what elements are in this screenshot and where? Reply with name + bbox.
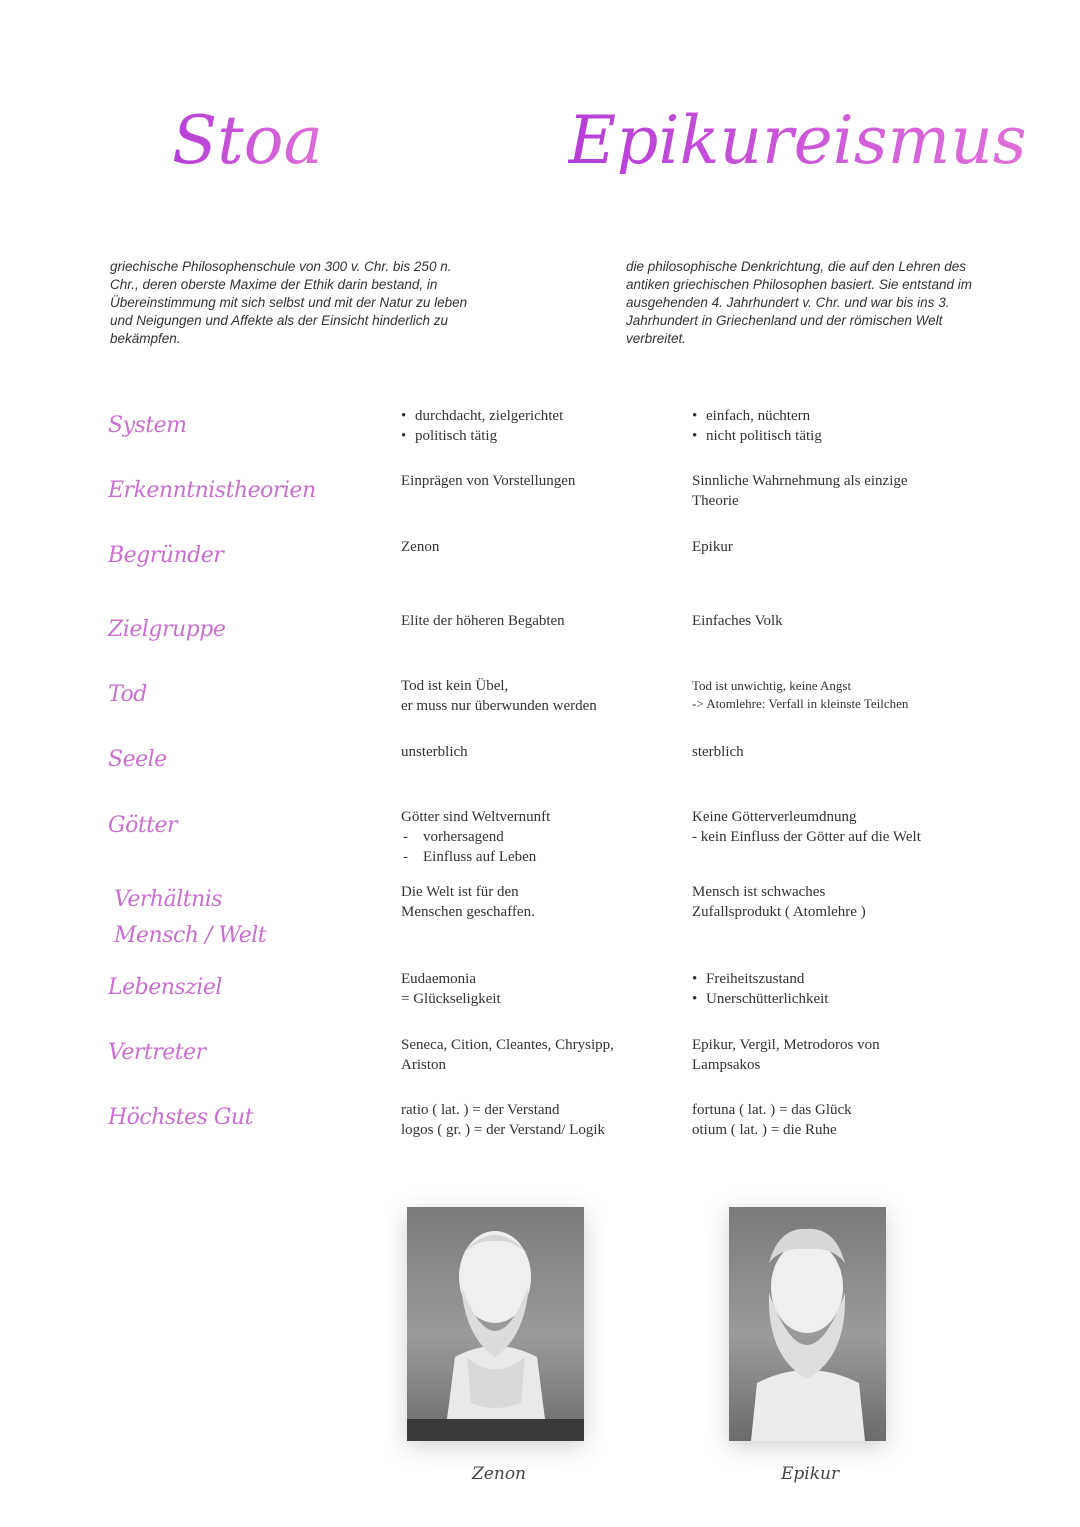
text-line: Ariston [401,1057,446,1073]
text-line: Tod ist unwichtig, keine Angst [692,678,852,693]
cell-seele-stoa: unsterblich [401,744,468,760]
text-line: -> Atomlehre: Verfall in kleinste Teilchen [692,696,909,711]
cell-gut-stoa [401,1100,661,1140]
intro-stoa: griechische Philosophenschule von 300 v. Chr. bis 250 n. Chr., deren oberste Maxime der Ethik darin bestand, in Übereinstimmung mit sich selbst und mit der Natur zu leben und Neigungen und Affekte als der Einsicht hinderlich zu bekämpfen. [110,259,468,346]
text-line: - kein Einfluss der Götter auf die Welt [692,829,921,845]
text-line: Menschen geschaffen. [401,904,535,920]
bust-illustration [729,1207,886,1441]
cell-lebensziel-stoa [401,969,661,1009]
text-line: ratio ( lat. ) = der Verstand [401,1102,560,1118]
list-item: • Freiheitszustand [692,969,972,989]
cell-vertreter-epi [692,1035,972,1075]
text-line: er muss nur überwunden werden [401,698,597,714]
cell-begruender-stoa: Zenon [401,539,440,555]
text-line: otium ( lat. ) = die Ruhe [692,1122,837,1138]
text-line: Epikur, Vergil, Metrodoros von [692,1037,880,1053]
row-label-zielgruppe: Zielgruppe [108,617,226,642]
caption-epikur: Epikur [781,1464,840,1484]
text-line: fortuna ( lat. ) = das Glück [692,1102,852,1118]
list-item: • durchdacht, zielgerichtet [401,406,661,426]
cell-zielgruppe-epi: Einfaches Volk [692,613,783,629]
cell-tod-stoa [401,676,661,716]
row-label-hoechstes-gut: Höchstes Gut [108,1105,253,1130]
cell-tod-epi [692,677,972,713]
row-label-verhaeltnis: Verhältnis [114,887,223,912]
bust-illustration [407,1207,584,1441]
title-epikureismus: Epikureismus [568,102,1027,179]
list-item: - Einfluss auf Leben [401,847,661,867]
list-item: - vorhersagend [401,827,661,847]
cell-seele-epi: sterblich [692,744,744,760]
text-line: Mensch ist schwaches [692,884,826,900]
text-line: Die Welt ist für den [401,884,519,900]
list-item: • politisch tätig [401,426,661,446]
zenon-bust-image [407,1207,584,1441]
row-label-vertreter: Vertreter [108,1040,206,1065]
cell-goetter-epi [692,807,972,847]
intro-epikureismus: die philosophische Denkrichtung, die auf den Lehren des antiken griechischen Philosophen basiert. Sie entstand im ausgehenden 4. Jahrhundert v. Chr. und war bis ins 3. Jahrhundert in Griechenland und der römischen Welt verbreitet. [626,259,972,346]
cell-system-stoa [401,406,661,446]
text-line: Keine Götterverleumdnung [692,809,857,825]
cell-begruender-epi: Epikur [692,539,733,555]
epikur-bust-image [729,1207,886,1441]
row-label-lebensziel: Lebensziel [108,975,222,1000]
text-line: Zufallsprodukt ( Atomlehre ) [692,904,866,920]
cell-verhaeltnis-epi [692,882,972,922]
list-item: • Unerschütterlichkeit [692,989,972,1009]
row-label-mensch-welt: Mensch / Welt [114,923,267,948]
cell-vertreter-stoa [401,1035,661,1075]
cell-verhaeltnis-stoa [401,882,661,922]
row-label-erkenntnistheorien: Erkenntnistheorien [108,478,316,503]
text-line: logos ( gr. ) = der Verstand/ Logik [401,1122,605,1138]
text-line: Götter sind Weltvernunft [401,809,551,825]
cell-gut-epi [692,1100,972,1140]
caption-zenon: Zenon [472,1464,527,1484]
list-item: • nicht politisch tätig [692,426,972,446]
cell-lebensziel-epi [692,969,972,1009]
row-label-goetter: Götter [108,813,178,838]
text-line: = Glückseligkeit [401,991,501,1007]
cell-system-epi [692,406,972,446]
text-line: Seneca, Cition, Cleantes, Chrysipp, [401,1037,614,1053]
list-item: • einfach, nüchtern [692,406,972,426]
cell-zielgruppe-stoa: Elite der höheren Begabten [401,613,565,629]
cell-goetter-stoa [401,807,661,867]
title-stoa: Stoa [172,102,323,179]
row-label-begruender: Begründer [108,543,224,568]
text-line: Tod ist kein Übel, [401,678,509,694]
row-label-system: System [108,413,187,438]
row-label-seele: Seele [108,747,167,772]
cell-erkenntnis-stoa: Einprägen von Vorstellungen [401,473,576,489]
text-line: Lampsakos [692,1057,761,1073]
text-line: Eudaemonia [401,971,476,987]
cell-erkenntnis-epi: Sinnliche Wahrnehmung als einzige Theorie [692,473,908,509]
row-label-tod: Tod [108,682,147,707]
